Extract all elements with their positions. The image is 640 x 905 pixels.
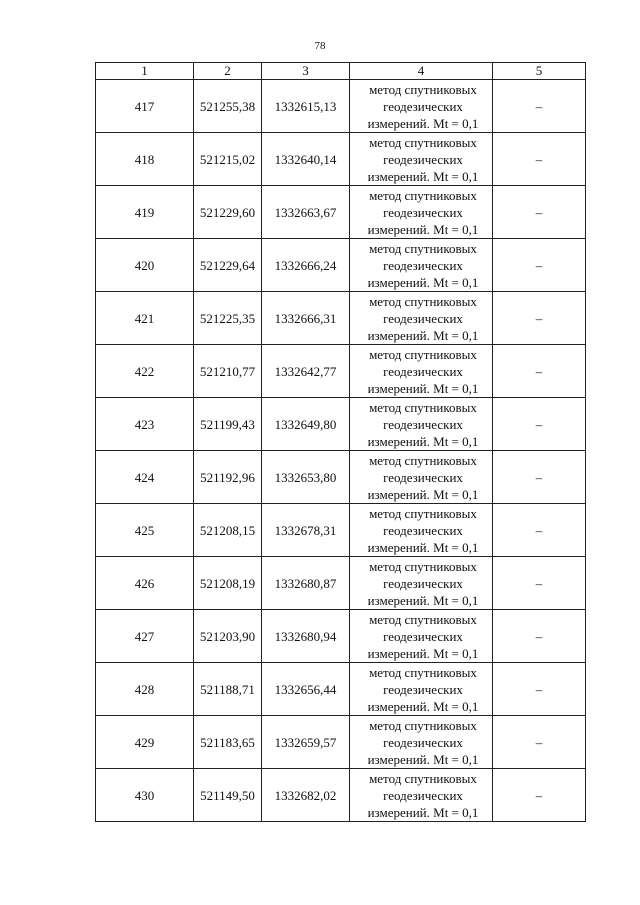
method-line: измерений. Mt = 0,1 bbox=[367, 592, 479, 608]
x-coordinate-cell: 521229,64 bbox=[194, 239, 262, 292]
note-cell: – bbox=[493, 80, 586, 133]
method-line: геодезических bbox=[383, 522, 463, 538]
method-cell bbox=[350, 292, 493, 345]
method-line: метод спутниковых bbox=[369, 452, 477, 468]
y-coordinate-cell: 1332682,02 bbox=[262, 769, 350, 822]
x-coordinate-cell: 521208,19 bbox=[194, 557, 262, 610]
point-number-cell: 429 bbox=[96, 716, 194, 769]
point-number-cell: 419 bbox=[96, 186, 194, 239]
x-coordinate-cell: 521215,02 bbox=[194, 133, 262, 186]
x-coordinate-cell: 521229,60 bbox=[194, 186, 262, 239]
method-line: измерений. Mt = 0,1 bbox=[367, 327, 479, 343]
method-line: измерений. Mt = 0,1 bbox=[367, 168, 479, 184]
y-coordinate-cell: 1332680,94 bbox=[262, 610, 350, 663]
method-line: метод спутниковых bbox=[369, 293, 477, 309]
x-coordinate-cell: 521208,15 bbox=[194, 504, 262, 557]
method-line: метод спутниковых bbox=[369, 81, 477, 97]
method-cell bbox=[350, 557, 493, 610]
method-line: измерений. Mt = 0,1 bbox=[367, 486, 479, 502]
y-coordinate-cell: 1332656,44 bbox=[262, 663, 350, 716]
method-line: геодезических bbox=[383, 787, 463, 803]
point-number-cell: 418 bbox=[96, 133, 194, 186]
method-line: измерений. Mt = 0,1 bbox=[367, 539, 479, 555]
note-cell: – bbox=[493, 345, 586, 398]
table-row bbox=[96, 186, 586, 239]
point-number-cell: 426 bbox=[96, 557, 194, 610]
method-line: метод спутниковых bbox=[369, 717, 477, 733]
table-row bbox=[96, 398, 586, 451]
method-line: измерений. Mt = 0,1 bbox=[367, 698, 479, 714]
x-coordinate-cell: 521192,96 bbox=[194, 451, 262, 504]
point-number-cell: 427 bbox=[96, 610, 194, 663]
table-body bbox=[96, 80, 586, 822]
table-row bbox=[96, 345, 586, 398]
note-cell: – bbox=[493, 504, 586, 557]
x-coordinate-cell: 521188,71 bbox=[194, 663, 262, 716]
method-cell bbox=[350, 610, 493, 663]
column-header-3: 3 bbox=[262, 63, 350, 80]
x-coordinate-cell: 521255,38 bbox=[194, 80, 262, 133]
note-cell: – bbox=[493, 133, 586, 186]
column-header-2: 2 bbox=[194, 63, 262, 80]
x-coordinate-cell: 521149,50 bbox=[194, 769, 262, 822]
x-coordinate-cell: 521183,65 bbox=[194, 716, 262, 769]
method-line: измерений. Mt = 0,1 bbox=[367, 804, 479, 820]
point-number-cell: 423 bbox=[96, 398, 194, 451]
method-line: метод спутниковых bbox=[369, 399, 477, 415]
y-coordinate-cell: 1332666,31 bbox=[262, 292, 350, 345]
method-cell bbox=[350, 239, 493, 292]
method-line: метод спутниковых bbox=[369, 558, 477, 574]
table-header-row bbox=[96, 63, 586, 80]
method-line: измерений. Mt = 0,1 bbox=[367, 221, 479, 237]
method-line: метод спутниковых bbox=[369, 134, 477, 150]
method-line: метод спутниковых bbox=[369, 505, 477, 521]
y-coordinate-cell: 1332666,24 bbox=[262, 239, 350, 292]
method-line: геодезических bbox=[383, 310, 463, 326]
x-coordinate-cell: 521203,90 bbox=[194, 610, 262, 663]
method-line: геодезических bbox=[383, 204, 463, 220]
method-line: геодезических bbox=[383, 363, 463, 379]
method-line: геодезических bbox=[383, 98, 463, 114]
method-line: геодезических bbox=[383, 734, 463, 750]
note-cell: – bbox=[493, 663, 586, 716]
table-row bbox=[96, 504, 586, 557]
y-coordinate-cell: 1332649,80 bbox=[262, 398, 350, 451]
method-cell bbox=[350, 504, 493, 557]
method-cell bbox=[350, 716, 493, 769]
note-cell: – bbox=[493, 451, 586, 504]
table-row bbox=[96, 451, 586, 504]
x-coordinate-cell: 521199,43 bbox=[194, 398, 262, 451]
method-line: метод спутниковых bbox=[369, 240, 477, 256]
y-coordinate-cell: 1332642,77 bbox=[262, 345, 350, 398]
method-line: измерений. Mt = 0,1 bbox=[367, 380, 479, 396]
column-header-1: 1 bbox=[96, 63, 194, 80]
method-line: измерений. Mt = 0,1 bbox=[367, 433, 479, 449]
x-coordinate-cell: 521225,35 bbox=[194, 292, 262, 345]
method-cell bbox=[350, 133, 493, 186]
x-coordinate-cell: 521210,77 bbox=[194, 345, 262, 398]
method-line: измерений. Mt = 0,1 bbox=[367, 751, 479, 767]
y-coordinate-cell: 1332663,67 bbox=[262, 186, 350, 239]
note-cell: – bbox=[493, 292, 586, 345]
method-line: измерений. Mt = 0,1 bbox=[367, 274, 479, 290]
table-row bbox=[96, 292, 586, 345]
table-row bbox=[96, 133, 586, 186]
point-number-cell: 430 bbox=[96, 769, 194, 822]
method-line: геодезических bbox=[383, 416, 463, 432]
method-line: метод спутниковых bbox=[369, 770, 477, 786]
method-cell bbox=[350, 398, 493, 451]
method-line: метод спутниковых bbox=[369, 611, 477, 627]
point-number-cell: 425 bbox=[96, 504, 194, 557]
y-coordinate-cell: 1332640,14 bbox=[262, 133, 350, 186]
page-number: 78 bbox=[314, 40, 326, 52]
method-line: метод спутниковых bbox=[369, 664, 477, 680]
table-row bbox=[96, 716, 586, 769]
method-cell bbox=[350, 345, 493, 398]
method-line: геодезических bbox=[383, 628, 463, 644]
note-cell: – bbox=[493, 557, 586, 610]
column-header-5: 5 bbox=[493, 63, 586, 80]
method-line: метод спутниковых bbox=[369, 187, 477, 203]
table-row bbox=[96, 769, 586, 822]
y-coordinate-cell: 1332659,57 bbox=[262, 716, 350, 769]
y-coordinate-cell: 1332653,80 bbox=[262, 451, 350, 504]
method-cell bbox=[350, 663, 493, 716]
y-coordinate-cell: 1332680,87 bbox=[262, 557, 350, 610]
point-number-cell: 422 bbox=[96, 345, 194, 398]
coordinates-table bbox=[95, 62, 586, 822]
note-cell: – bbox=[493, 716, 586, 769]
point-number-cell: 428 bbox=[96, 663, 194, 716]
method-line: измерений. Mt = 0,1 bbox=[367, 115, 479, 131]
method-line: геодезических bbox=[383, 151, 463, 167]
note-cell: – bbox=[493, 769, 586, 822]
method-line: геодезических bbox=[383, 469, 463, 485]
column-header-4: 4 bbox=[350, 63, 493, 80]
method-line: геодезических bbox=[383, 257, 463, 273]
y-coordinate-cell: 1332615,13 bbox=[262, 80, 350, 133]
method-line: геодезических bbox=[383, 575, 463, 591]
point-number-cell: 424 bbox=[96, 451, 194, 504]
note-cell: – bbox=[493, 186, 586, 239]
y-coordinate-cell: 1332678,31 bbox=[262, 504, 350, 557]
note-cell: – bbox=[493, 610, 586, 663]
method-line: метод спутниковых bbox=[369, 346, 477, 362]
method-cell bbox=[350, 186, 493, 239]
point-number-cell: 421 bbox=[96, 292, 194, 345]
point-number-cell: 420 bbox=[96, 239, 194, 292]
method-cell bbox=[350, 451, 493, 504]
method-cell bbox=[350, 769, 493, 822]
table-row bbox=[96, 80, 586, 133]
table-row bbox=[96, 610, 586, 663]
note-cell: – bbox=[493, 239, 586, 292]
note-cell: – bbox=[493, 398, 586, 451]
table-row bbox=[96, 239, 586, 292]
table-row bbox=[96, 663, 586, 716]
method-line: измерений. Mt = 0,1 bbox=[367, 645, 479, 661]
point-number-cell: 417 bbox=[96, 80, 194, 133]
table-row bbox=[96, 557, 586, 610]
method-line: геодезических bbox=[383, 681, 463, 697]
method-cell bbox=[350, 80, 493, 133]
